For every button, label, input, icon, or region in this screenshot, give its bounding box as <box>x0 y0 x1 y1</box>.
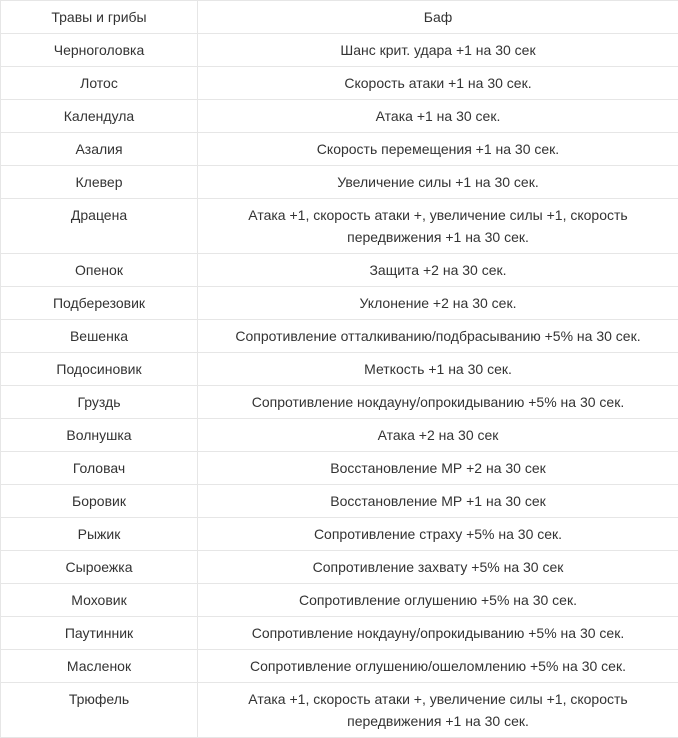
row-name: Драцена <box>1 199 198 254</box>
table-row <box>1 166 678 199</box>
row-name: Груздь <box>1 386 198 419</box>
row-buff: Защита +2 на 30 сек. <box>198 254 678 287</box>
header-buff: Баф <box>198 1 678 34</box>
row-buff: Сопротивление нокдауну/опрокидыванию +5% на 30 сек. <box>198 617 678 650</box>
header-herbs-mushrooms: Травы и грибы <box>1 1 198 34</box>
table-row <box>1 683 678 738</box>
row-buff: Сопротивление захвату +5% на 30 сек <box>198 551 678 584</box>
row-name: Масленок <box>1 650 198 683</box>
row-name: Подберезовик <box>1 287 198 320</box>
table-row <box>1 287 678 320</box>
row-buff: Сопротивление страху +5% на 30 сек. <box>198 518 678 551</box>
row-name: Рыжик <box>1 518 198 551</box>
row-buff: Сопротивление отталкиванию/подбрасыванию +5% на 30 сек. <box>198 320 678 353</box>
table-row <box>1 386 678 419</box>
row-buff: Восстановление МР +1 на 30 сек <box>198 485 678 518</box>
row-buff: Сопротивление оглушению/ошеломлению +5% на 30 сек. <box>198 650 678 683</box>
table-row <box>1 452 678 485</box>
table-row <box>1 320 678 353</box>
table-row <box>1 133 678 166</box>
table-row <box>1 353 678 386</box>
row-buff: Сопротивление оглушению +5% на 30 сек. <box>198 584 678 617</box>
table-row <box>1 34 678 67</box>
table-row <box>1 584 678 617</box>
table-row <box>1 419 678 452</box>
row-name: Сыроежка <box>1 551 198 584</box>
table-row <box>1 199 678 254</box>
table-row <box>1 650 678 683</box>
row-buff: Шанс крит. удара +1 на 30 сек <box>198 34 678 67</box>
row-name: Опенок <box>1 254 198 287</box>
row-name: Боровик <box>1 485 198 518</box>
row-name: Клевер <box>1 166 198 199</box>
row-name: Лотос <box>1 67 198 100</box>
row-buff: Атака +1, скорость атаки +, увеличение силы +1, скорость передвижения +1 на 30 сек. <box>198 683 678 738</box>
table-row <box>1 551 678 584</box>
row-buff: Меткость +1 на 30 сек. <box>198 353 678 386</box>
table-header-row <box>1 1 678 34</box>
table-row <box>1 518 678 551</box>
row-buff: Атака +2 на 30 сек <box>198 419 678 452</box>
row-name: Моховик <box>1 584 198 617</box>
table-row <box>1 67 678 100</box>
row-buff: Скорость перемещения +1 на 30 сек. <box>198 133 678 166</box>
row-name: Календула <box>1 100 198 133</box>
table-row <box>1 485 678 518</box>
row-name: Черноголовка <box>1 34 198 67</box>
row-buff: Атака +1 на 30 сек. <box>198 100 678 133</box>
row-buff: Восстановление МР +2 на 30 сек <box>198 452 678 485</box>
row-buff: Сопротивление нокдауну/опрокидыванию +5% на 30 сек. <box>198 386 678 419</box>
row-name: Трюфель <box>1 683 198 738</box>
row-buff: Уклонение +2 на 30 сек. <box>198 287 678 320</box>
table-row <box>1 100 678 133</box>
row-name: Азалия <box>1 133 198 166</box>
row-name: Паутинник <box>1 617 198 650</box>
table-row <box>1 254 678 287</box>
row-name: Вешенка <box>1 320 198 353</box>
row-name: Подосиновик <box>1 353 198 386</box>
table-row <box>1 617 678 650</box>
row-name: Головач <box>1 452 198 485</box>
row-buff: Скорость атаки +1 на 30 сек. <box>198 67 678 100</box>
row-buff: Атака +1, скорость атаки +, увеличение силы +1, скорость передвижения +1 на 30 сек. <box>198 199 678 254</box>
row-buff: Увеличение силы +1 на 30 сек. <box>198 166 678 199</box>
row-name: Волнушка <box>1 419 198 452</box>
